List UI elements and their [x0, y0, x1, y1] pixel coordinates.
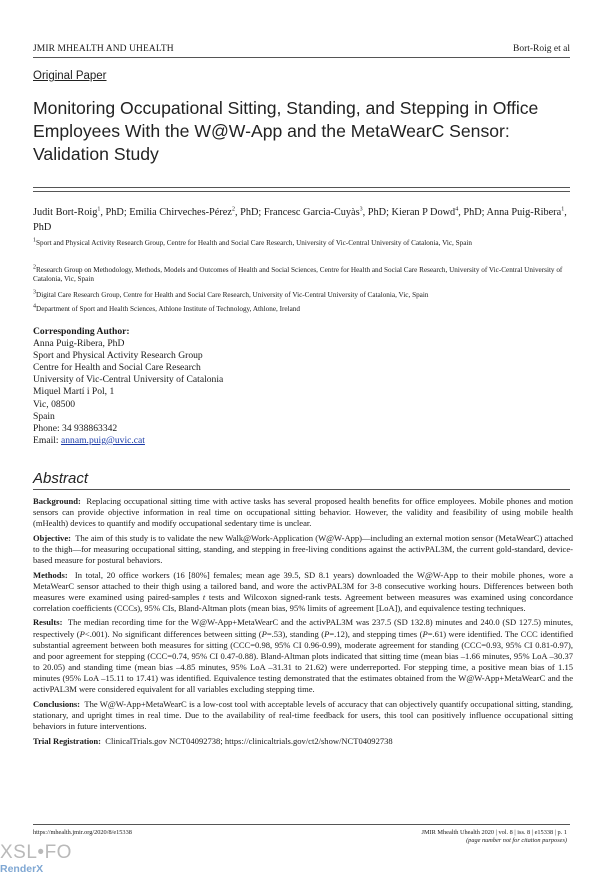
corr-line: Spain: [33, 410, 55, 422]
corresponding-author-block: [33, 326, 333, 447]
abstract-trial: Trial Registration: ClinicalTrials.gov NCT04092738; https://clinicaltrials.gov/ct2/show/NCT04092738: [33, 735, 393, 746]
running-author: Bort-Roig et al: [513, 44, 570, 54]
abstract-body: [33, 496, 573, 750]
affiliation-2: $^2$Research Group on Methodology, Methods, Models and Outcomes of Health and Social Sciences, Centre for Health and Social Care Research, University of Vic-Central University of Catalonia, Vic, Spain: [33, 264, 563, 284]
renderer-watermark-text: RenderX: [0, 863, 44, 875]
corr-line: Anna Puig-Ribera, PhD: [33, 338, 125, 350]
footer-url: https://mhealth.jmir.org/2020/8/e15338: [33, 829, 132, 836]
abstract-rule: [33, 489, 570, 490]
footer-citation: JMIR Mhealth Uhealth 2020 | vol. 8 | iss. 8 | e15338 | p. 1 (page number not for citation purposes): [421, 829, 567, 844]
corresponding-label: Corresponding Author:: [33, 326, 130, 337]
header-rule: [33, 57, 570, 58]
affiliation-1: $^1$Sport and Physical Activity Research Group, Centre for Health and Social Care Research, University of Vic-Central University of Catalonia, Vic, Spain: [33, 237, 472, 247]
corr-line: Centre for Health and Social Care Research: [33, 362, 201, 374]
abstract-conclusions: Conclusions: The W@W-App+MetaWearC is a low-cost tool with acceptable levels of accuracy that can objectively quantify occupational sitting, standing, stationary, and upright times in real time. Due to the availability of real-time feedback for users, this tool can positively influence occupational sitting behaviors in future interventions.: [33, 698, 573, 732]
footer-rule: [33, 824, 570, 825]
paper-title: Monitoring Occupational Sitting, Standing, and Stepping in Office Employees With the W@W-App and the MetaWearC Sensor: Validation Study: [33, 98, 539, 164]
corr-line: Phone: 34 938863342: [33, 422, 118, 434]
title-rule-top: [33, 187, 570, 188]
author: Kieran P Dowd$^4$, PhD;: [391, 206, 487, 218]
author: Anna Puig-Ribera$^1$, PhD: [33, 206, 567, 233]
journal-name: JMIR MHEALTH AND UHEALTH: [33, 44, 174, 54]
author: Judit Bort-Roig$^1$, PhD;: [33, 206, 130, 218]
corr-line: Miquel Martí i Pol, 1: [33, 386, 115, 398]
abstract-results: Results: The median recording time for the W@W-App+MetaWearC and the activPAL3M was 237.5 (SD 132.8) minutes and 240.0 (SD 127.5) minutes, respectively (P<.001). No significant differences between sitting (P=.53), standing (P=.12), and stepping times (P=.61) were identified. The CCC identified substantial agreement between both measures for sitting (CCC=0.98, 95% CI 0.96-0.99), moderate agreement for standing (CCC=0.93, 95% CI 0.81-0.97), and poor agreement for stepping (CCC=0.74, 95% CI 0.47-0.88). Bland-Altman plots indicated that sitting time (mean bias –1.66 minutes, 95% LoA –30.37 to 20.05) and standing time (mean bias –4.85 minutes, 95% LoA –31.31 to 21.62) were underreported. For stepping time, a positive mean bias of 1.15 minutes (95% LoA –15.11 to 17.41) was identified. Equivalence testing demonstrated that the estimates obtained from the W@W-App+MetaWearC and the activPAL3M were considered equivalent for all variables excluding stepping time.: [33, 617, 574, 695]
abstract-objective: Objective: The aim of this study is to validate the new Walk@Work-Application (W@W-App)—including an external motion sensor (MetaWearC) attached to the thigh—for measuring occupational sitting, standing, and stepping in free-living conditions against the activPAL3M, the current gold-standard, device-based measure for postural behaviors.: [33, 532, 573, 566]
renderer-watermark-logo: XSL•FO: [0, 842, 72, 863]
abstract-heading: Abstract: [33, 470, 89, 487]
corr-line: Vic, 08500: [33, 398, 76, 410]
abstract-background: Background: Replacing occupational sitting time with active tasks has several proposed health benefits for office employees. Mobile phones and motion sensors can provide objective information in real time on occupational sitting behavior. However, the validity and feasibility of using mobile health (mHealth) devices to quantify and modify occupational sedentary time is unclear.: [33, 496, 573, 529]
corr-line: University of Vic-Central University of Catalonia: [33, 374, 224, 386]
author: Emilia Chirveches-Pérez$^2$, PhD;: [129, 206, 264, 218]
title-rule-bottom: [33, 191, 570, 192]
abstract-methods: Methods: In total, 20 office workers (16 [80%] females; mean age 39.5, SD 8.1 years) downloaded the W@W-App to their mobile phones, wore a MetaWearC sensor attached to their thigh using a tailored band, and wore the activPAL3M for 3-8 consecutive working hours. Differences between both measures were examined using paired-samples t tests and Wilcoxon signed-rank tests. Agreement between measures was examined using concordance correlation coefficients (CCCs), 95% CIs, Bland-Altman plots (mean bias, 95% limits of agreement [LoA]), and equivalence testing techniques.: [33, 569, 573, 613]
author-list: [33, 205, 573, 235]
author: Francesc Garcia-Cuyàs$^3$, PhD;: [263, 206, 392, 218]
affiliation-4: $^4$Department of Sport and Health Sciences, Athlone Institute of Technology, Athlone, Ireland: [33, 303, 300, 313]
email-link[interactable]: annam.puig@uvic.cat: [60, 434, 145, 446]
affiliation-3: $^3$Digital Care Research Group, Centre for Health and Social Care Research, University of Vic-Central University of Catalonia, Vic, Spain: [33, 289, 429, 299]
paper-type-link[interactable]: Original Paper: [33, 70, 107, 82]
corr-line: Sport and Physical Activity Research Group: [33, 350, 203, 362]
corr-email-line: Email: annam.puig@uvic.cat: [33, 434, 145, 446]
